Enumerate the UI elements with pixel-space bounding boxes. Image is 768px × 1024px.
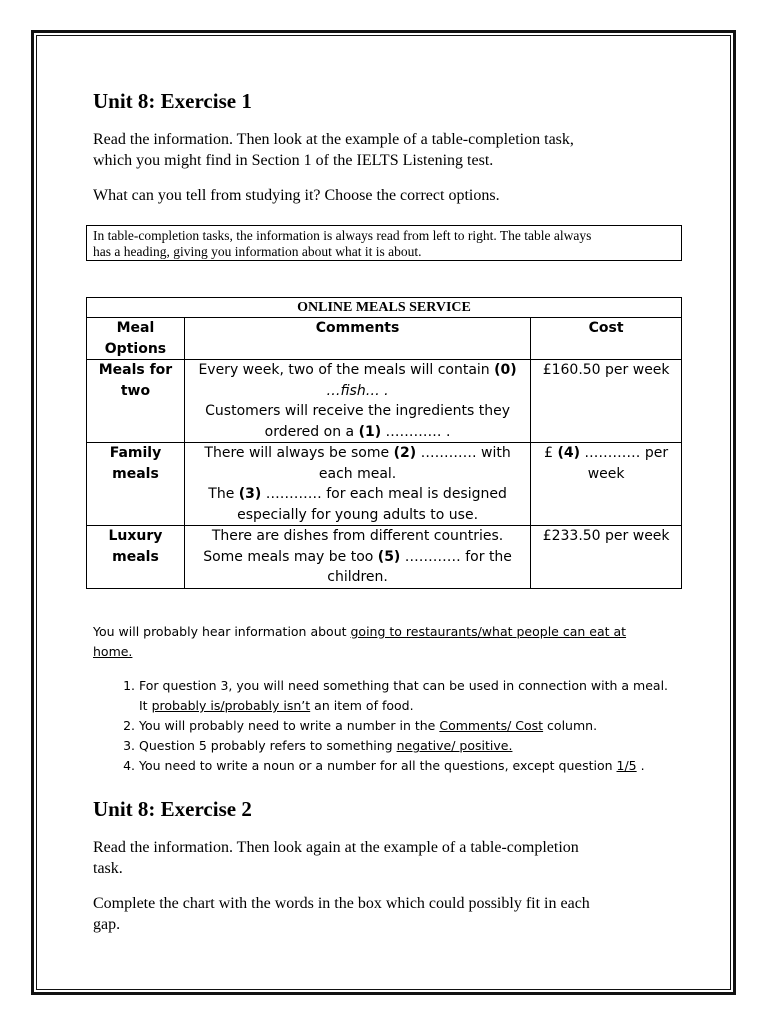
row-cost bbox=[531, 526, 682, 589]
question-option: 1/5 bbox=[616, 758, 637, 773]
comment-text: ………… for the bbox=[400, 548, 512, 565]
gap-number: (4) bbox=[557, 445, 580, 461]
row-cost bbox=[531, 360, 682, 443]
question-text: You need to write a noun or a number for all the questions, except question bbox=[139, 758, 617, 773]
row-label-text: Luxury bbox=[108, 528, 163, 544]
intro-line: which you might find in Section 1 of the IELTS Listening test. bbox=[93, 152, 494, 169]
meals-table bbox=[86, 297, 682, 589]
comment-line: There are dishes from different countries. bbox=[211, 528, 504, 544]
comment-text: Some meals may be too bbox=[203, 548, 378, 565]
intro-line: task. bbox=[93, 860, 123, 877]
question-text: You will probably need to write a number in the bbox=[139, 718, 440, 733]
comment-line bbox=[189, 547, 526, 568]
row-label bbox=[87, 443, 185, 526]
exercise-2-title: Unit 8: Exercise 2 bbox=[93, 797, 252, 821]
comment-line: especially for young adults to use. bbox=[237, 506, 479, 523]
list-item bbox=[139, 676, 693, 716]
info-box bbox=[86, 225, 682, 261]
comment-line: children. bbox=[327, 569, 388, 585]
question-text: . bbox=[636, 758, 645, 773]
comment-line bbox=[189, 360, 526, 381]
notes-text: You will probably hear information about bbox=[93, 624, 351, 639]
info-line: In table-completion tasks, the information is always read from left to right. The table always bbox=[93, 228, 592, 243]
header-cost: Cost bbox=[531, 318, 682, 360]
cost-line bbox=[535, 443, 677, 464]
row-comments bbox=[184, 443, 530, 526]
comment-line: each meal. bbox=[318, 465, 397, 482]
question-text: 1. For question 3, you will need something that can be used in connection with a meal. bbox=[139, 678, 669, 693]
table-header-row bbox=[87, 318, 682, 360]
table-title-row bbox=[87, 298, 682, 318]
comment-line bbox=[189, 484, 526, 505]
instruction-line: Complete the chart with the words in the box which could possibly fit in each bbox=[93, 895, 590, 912]
example-answer: …fish… . bbox=[326, 382, 389, 399]
table-row bbox=[87, 526, 682, 589]
exercise-2-intro bbox=[93, 837, 683, 879]
row-comments bbox=[184, 360, 530, 443]
row-label-text: Meals for bbox=[98, 362, 173, 378]
table-row bbox=[87, 360, 682, 443]
gap-number: (3) bbox=[238, 486, 262, 502]
comment-line bbox=[189, 422, 526, 443]
info-line: has a heading, giving you information about what it is about. bbox=[93, 244, 422, 259]
notes-option: going to restaurants/what people can eat at bbox=[350, 624, 627, 639]
comment-text: ………… for each meal is designed bbox=[261, 486, 507, 502]
intro-line: Read the information. Then look at the example of a table-completion task, bbox=[93, 131, 574, 148]
question-text: Question 5 probably refers to something bbox=[139, 738, 397, 753]
gap-dots: ………… with bbox=[416, 445, 511, 461]
notes-option: home. bbox=[93, 644, 133, 659]
exercise-1-question: What can you tell from studying it? Choose the correct options. bbox=[93, 187, 500, 204]
row-label bbox=[87, 360, 185, 443]
row-label-text: meals bbox=[112, 548, 159, 565]
question-option: probably is/probably isn’t bbox=[151, 698, 311, 713]
comment-text: ordered on a bbox=[264, 423, 359, 440]
row-label-text: meals bbox=[112, 465, 159, 482]
list-item bbox=[139, 756, 693, 776]
question-text bbox=[139, 696, 693, 716]
row-label-text: Family bbox=[109, 445, 162, 461]
exercise-2-instructions bbox=[93, 893, 683, 935]
intro-line: Read the information. Then look again at the example of a table-completion bbox=[93, 839, 579, 856]
gap-dots: ………… . bbox=[381, 423, 451, 440]
row-label-text: two bbox=[120, 382, 151, 399]
gap-number: (1) bbox=[358, 423, 382, 440]
question-text: column. bbox=[543, 718, 598, 733]
gap-number: (5) bbox=[377, 548, 401, 565]
header-meal-options bbox=[87, 318, 185, 360]
notes-line bbox=[93, 622, 693, 642]
question-list bbox=[93, 676, 693, 776]
table-row bbox=[87, 443, 682, 526]
gap-number: (2) bbox=[393, 445, 417, 461]
cost-text: ………… per bbox=[579, 445, 669, 461]
table-title: ONLINE MEALS SERVICE bbox=[87, 298, 682, 318]
comment-text: There will always be some bbox=[204, 445, 394, 461]
gap-number: (0) bbox=[494, 362, 517, 378]
notes-paragraph bbox=[93, 622, 693, 662]
notes-line bbox=[93, 642, 693, 662]
list-item bbox=[139, 736, 693, 756]
comment-text: Every week, two of the meals will contain bbox=[198, 362, 495, 378]
cost-text: week bbox=[587, 465, 625, 482]
comment-line bbox=[189, 443, 526, 464]
list-item bbox=[139, 716, 693, 736]
cost-text: £160.50 per week bbox=[542, 362, 670, 378]
comment-text: The bbox=[208, 486, 239, 502]
question-text: It bbox=[139, 698, 152, 713]
header-text: Options bbox=[104, 340, 167, 357]
comment-line bbox=[189, 381, 526, 402]
exercise-1-intro bbox=[93, 129, 683, 171]
cost-text: £ bbox=[544, 445, 558, 461]
question-option: Comments/ Cost bbox=[439, 718, 544, 733]
exercise-1-title: Unit 8: Exercise 1 bbox=[93, 89, 252, 113]
row-label bbox=[87, 526, 185, 589]
header-text: Meal bbox=[116, 320, 155, 336]
question-text: an item of food. bbox=[310, 698, 414, 713]
instruction-line: gap. bbox=[93, 916, 121, 933]
row-comments bbox=[184, 526, 530, 589]
header-comments: Comments bbox=[184, 318, 530, 360]
comment-line: Customers will receive the ingredients they bbox=[205, 403, 510, 419]
row-cost bbox=[531, 443, 682, 526]
cost-text: £233.50 per week bbox=[542, 528, 670, 544]
question-option: negative/ positive. bbox=[396, 738, 513, 753]
